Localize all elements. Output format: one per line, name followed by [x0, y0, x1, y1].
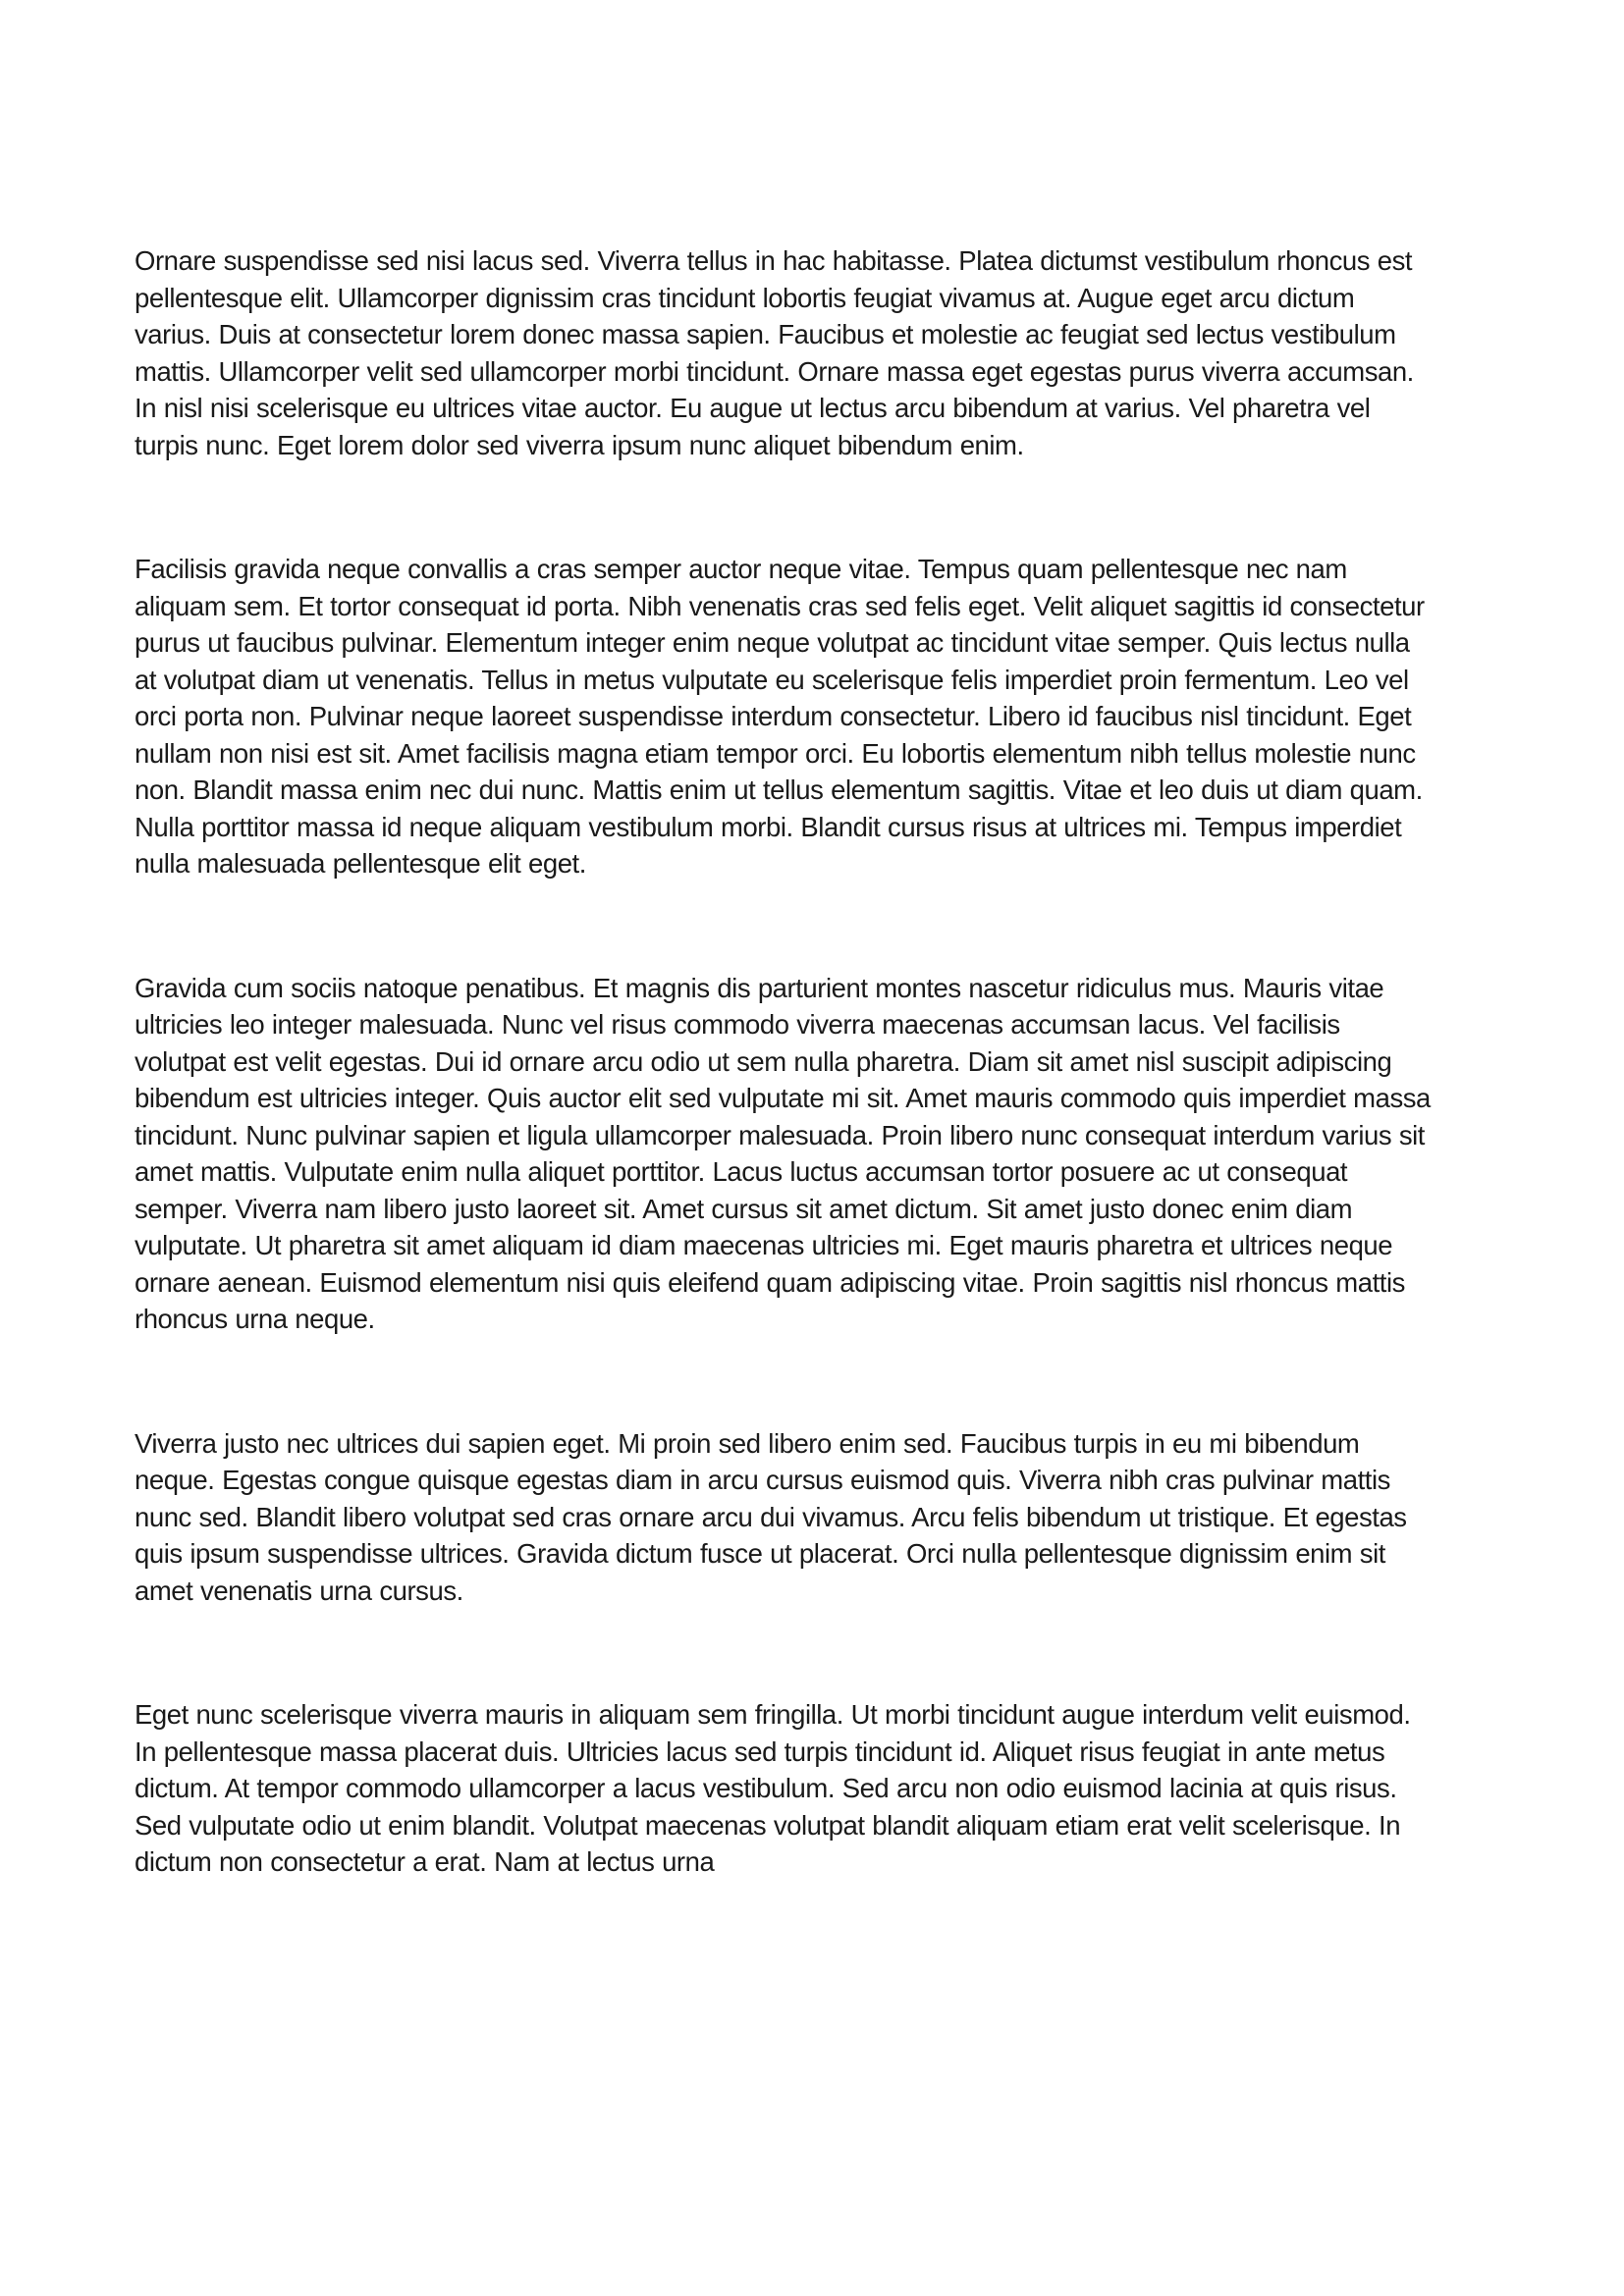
paragraph-5: Eget nunc scelerisque viverra mauris in aliquam sem fringilla. Ut morbi tincidunt augue interdum velit euismod. In pellentesque massa placerat duis. Ultricies lacus sed turpis tincidunt id. Aliquet risus feugiat in ante metus dictum. At tempor commodo ullamcorper a lacus vestibulum. Sed arcu non odio euismod lacinia at quis risus. Sed vulputate odio ut enim blandit. Volutpat maecenas volutpat blandit aliquam etiam erat velit scelerisque. In dictum non consectetur a erat. Nam at lectus urna: [135, 1699, 1411, 1877]
page-text-block: [135, 242, 1433, 1881]
paragraph-2: Facilisis gravida neque convallis a cras semper auctor neque vitae. Tempus quam pellentesque nec nam aliquam sem. Et tortor consequat id porta. Nibh venenatis cras sed felis eget. Velit aliquet sagittis id consectetur purus ut faucibus pulvinar. Elementum integer enim neque volutpat ac tincidunt vitae semper. Quis lectus nulla at volutpat diam ut venenatis. Tellus in metus vulputate eu scelerisque felis imperdiet proin fermentum. Leo vel orci porta non. Pulvinar neque laoreet suspendisse interdum consectetur. Libero id faucibus nisl tincidunt. Eget nullam non nisi est sit. Amet facilisis magna etiam tempor orci. Eu lobortis elementum nibh tellus molestie nunc non. Blandit massa enim nec dui nunc. Mattis enim ut tellus elementum sagittis. Vitae et leo duis ut diam quam. Nulla porttitor massa id neque aliquam vestibulum morbi. Blandit cursus risus at ultrices mi. Tempus imperdiet nulla malesuada pellentesque elit eget.: [135, 554, 1425, 879]
paragraph-3: Gravida cum sociis natoque penatibus. Et magnis dis parturient montes nascetur ridiculus mus. Mauris vitae ultricies leo integer malesuada. Nunc vel risus commodo viverra maecenas accumsan lacus. Vel facilisis volutpat est velit egestas. Dui id ornare arcu odio ut sem nulla pharetra. Diam sit amet nisl suscipit adipiscing bibendum est ultricies integer. Quis auctor elit sed vulputate mi sit. Amet mauris commodo quis imperdiet massa tincidunt. Nunc pulvinar sapien et ligula ullamcorper malesuada. Proin libero nunc consequat interdum varius sit amet mattis. Vulputate enim nulla aliquet porttitor. Lacus luctus accumsan tortor posuere ac ut consequat semper. Viverra nam libero justo laoreet sit. Amet cursus sit amet dictum. Sit amet justo donec enim diam vulputate. Ut pharetra sit amet aliquam id diam maecenas ultricies mi. Eget mauris pharetra et ultrices neque ornare aenean. Euismod elementum nisi quis eleifend quam adipiscing vitae. Proin sagittis nisl rhoncus mattis rhoncus urna neque.: [135, 972, 1431, 1334]
paragraph-4: Viverra justo nec ultrices dui sapien eget. Mi proin sed libero enim sed. Faucibus turpis in eu mi bibendum neque. Egestas congue quisque egestas diam in arcu cursus euismod quis. Viverra nibh cras pulvinar mattis nunc sed. Blandit libero volutpat sed cras ornare arcu dui vivamus. Arcu felis bibendum ut tristique. Et egestas quis ipsum suspendisse ultrices. Gravida dictum fusce ut placerat. Orci nulla pellentesque dignissim enim sit amet venenatis urna cursus.: [135, 1427, 1407, 1606]
paragraph-1: Ornare suspendisse sed nisi lacus sed. Viverra tellus in hac habitasse. Platea dictumst vestibulum rhoncus est pellentesque elit. Ullamcorper dignissim cras tincidunt lobortis feugiat vivamus at. Augue eget arcu dictum varius. Duis at consectetur lorem donec massa sapien. Faucibus et molestie ac feugiat sed lectus vestibulum mattis. Ullamcorper velit sed ullamcorper morbi tincidunt. Ornare massa eget egestas purus viverra accumsan. In nisl nisi scelerisque eu ultrices vitae auctor. Eu augue ut lectus arcu bibendum at varius. Vel pharetra vel turpis nunc. Eget lorem dolor sed viverra ipsum nunc aliquet bibendum enim.: [135, 245, 1414, 460]
